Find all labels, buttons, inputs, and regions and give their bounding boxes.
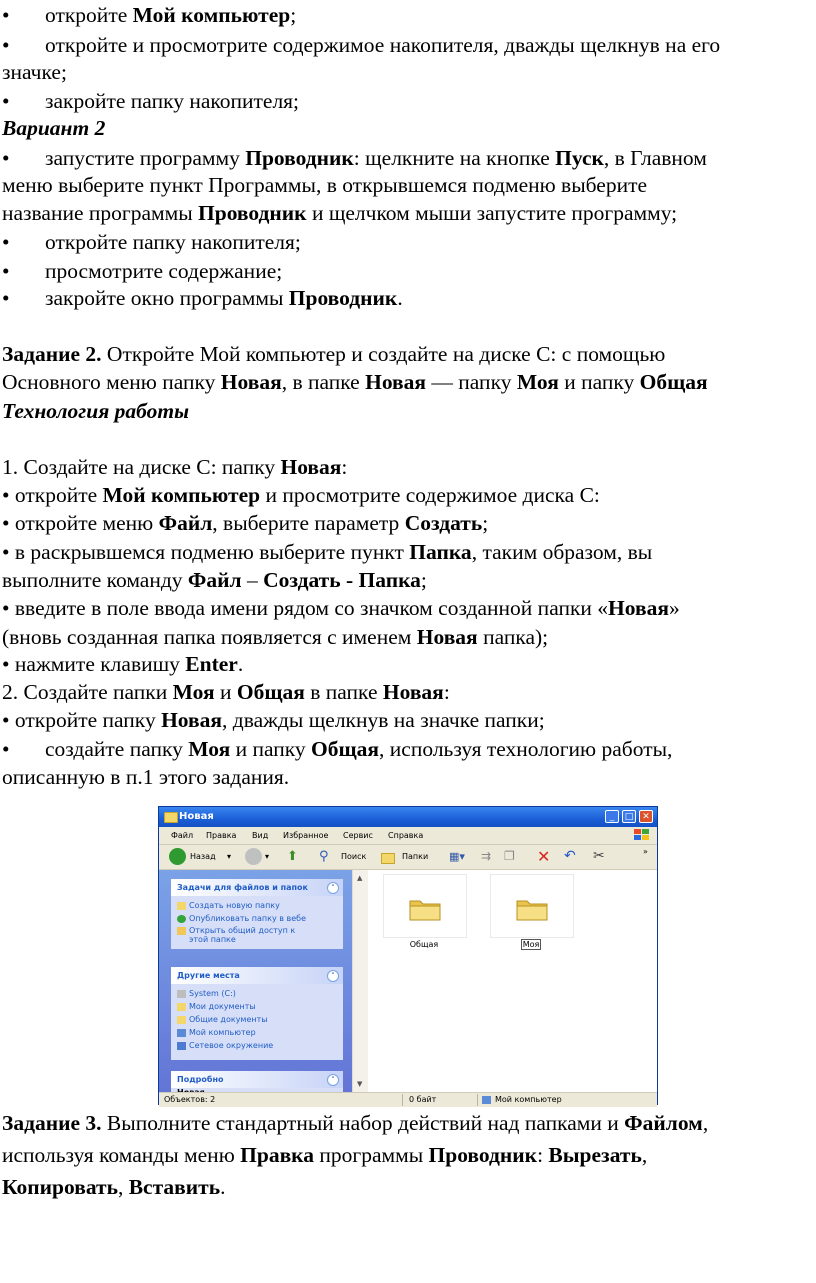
windows-logo-icon — [631, 828, 653, 842]
folders-button[interactable]: Папки — [402, 852, 429, 861]
collapse-icon[interactable]: ˄ — [327, 1074, 339, 1086]
views-icon[interactable]: ▦▾ — [449, 850, 465, 863]
title-bar — [159, 807, 657, 827]
up-folder-icon[interactable]: ⬆ — [287, 849, 298, 864]
new-folder-icon — [177, 902, 186, 910]
delete-icon[interactable]: ✕ — [537, 847, 551, 866]
task-link[interactable]: Открыть общий доступ к — [189, 926, 296, 935]
numbered-line: 1. Создайте на диске С: папку Новая: — [2, 455, 348, 479]
bullet-line: • откройте Мой компьютер; — [2, 3, 297, 27]
text-line: выполните команду Файл – Создать - Папка; — [2, 568, 427, 592]
task-link[interactable]: Опубликовать папку в вебе — [189, 914, 306, 923]
explorer-window — [158, 806, 658, 1105]
status-divider — [477, 1094, 478, 1106]
bullet-line: • откройте и просмотрите содержимое накопителя, дважды щелкнув на его — [2, 33, 721, 57]
places-panel — [171, 967, 343, 1060]
maximize-button[interactable]: □ — [622, 810, 636, 823]
bullet-line: • закройте папку накопителя; — [2, 89, 300, 113]
menu-help[interactable]: Справка — [388, 831, 424, 840]
folder-label: Моя — [522, 940, 540, 949]
bullet-line: • нажмите клавишу Enter. — [2, 652, 244, 676]
globe-icon — [177, 915, 186, 923]
bullet-line: • откройте папку накопителя; — [2, 230, 301, 254]
bullet-line: • создайте папку Моя и папку Общая, используя технологию работы, — [2, 737, 673, 761]
text-line: значке; — [2, 60, 67, 84]
documents-icon — [177, 1003, 186, 1011]
text-line: меню выберите пункт Программы, в открывшемся подменю выберите — [2, 173, 648, 197]
task-heading: Задание 2. Откройте Мой компьютер и создайте на диске С: с помощью — [2, 342, 666, 366]
scroll-down-icon[interactable]: ▼ — [357, 1080, 363, 1088]
folder-content-area — [368, 870, 657, 1092]
chevron-down-icon[interactable]: ▾ — [265, 852, 270, 861]
chevron-down-icon[interactable]: ▾ — [227, 852, 232, 861]
drive-icon — [177, 990, 186, 998]
places-panel-header[interactable]: Другие места ˄ — [171, 967, 343, 984]
folder-icon — [516, 897, 548, 921]
place-link[interactable]: Сетевое окружение — [189, 1041, 274, 1050]
shared-documents-icon — [177, 1016, 186, 1024]
search-icon[interactable]: ⚲ — [319, 849, 329, 864]
text-line: Основного меню папку Новая, в папке Новая — папку Моя и папку Общая — [2, 370, 708, 394]
forward-arrow-icon[interactable] — [245, 848, 262, 865]
folders-icon — [381, 853, 395, 864]
menu-favorites[interactable]: Избранное — [283, 831, 329, 840]
task-link[interactable]: Создать новую папку — [189, 901, 280, 910]
bullet-line: • запустите программу Проводник: щелкните на кнопке Пуск, в Главном — [2, 146, 707, 170]
menu-view[interactable]: Вид — [252, 831, 269, 840]
folder-label: Общая — [409, 940, 439, 949]
back-button[interactable]: Назад — [190, 852, 216, 861]
more-chevron-icon[interactable]: » — [643, 847, 648, 856]
bullet-line: • откройте Мой компьютер и просмотрите содержимое диска С: — [2, 483, 600, 507]
variant-heading: Вариант 2 — [2, 116, 106, 140]
computer-icon — [482, 1096, 491, 1104]
copy-to-icon[interactable]: ❐ — [504, 849, 515, 863]
search-button[interactable]: Поиск — [341, 852, 367, 861]
status-bar — [159, 1092, 657, 1107]
task-link-continued[interactable]: этой папке — [189, 935, 236, 944]
folder-icon — [409, 897, 441, 921]
task-pane — [159, 870, 352, 1092]
minimize-button[interactable]: _ — [605, 810, 619, 823]
share-folder-icon — [177, 927, 186, 935]
text-line: описанную в п.1 этого задания. — [2, 765, 290, 789]
menu-bar — [159, 827, 657, 845]
details-panel — [171, 1071, 343, 1092]
status-location: Мой компьютер — [495, 1095, 562, 1104]
tasks-panel-header[interactable]: Задачи для файлов и папок ˄ — [171, 879, 343, 896]
bullet-line: • в раскрывшемся подменю выберите пункт Папка, таким образом, вы — [2, 540, 653, 564]
menu-edit[interactable]: Правка — [206, 831, 237, 840]
text-line: используя команды меню Правка программы Проводник: Вырезать, — [2, 1143, 648, 1167]
place-link[interactable]: Мой компьютер — [189, 1028, 256, 1037]
section-heading: Технология работы — [2, 399, 189, 423]
toolbar — [159, 845, 657, 870]
menu-file[interactable]: Файл — [171, 831, 194, 840]
place-link[interactable]: Мои документы — [189, 1002, 256, 1011]
bullet-line: • откройте папку Новая, дважды щелкнув на значке папки; — [2, 708, 545, 732]
folder-item-moya[interactable] — [490, 874, 574, 938]
network-icon — [177, 1042, 186, 1050]
close-button[interactable]: ✕ — [639, 810, 653, 823]
folder-item-obshchaya[interactable] — [383, 874, 467, 938]
text-line: (вновь созданная папка появляется с именем Новая папка); — [2, 625, 549, 649]
place-link[interactable]: System (C:) — [189, 989, 236, 998]
task-heading: Задание 3. Выполните стандартный набор действий над папками и Файлом, — [2, 1111, 709, 1135]
text-line: Копировать, Вставить. — [2, 1175, 226, 1199]
move-to-icon[interactable]: ⇉ — [481, 849, 492, 863]
scroll-up-icon[interactable]: ▲ — [357, 874, 363, 882]
undo-icon[interactable]: ↶ — [564, 848, 576, 864]
numbered-line: 2. Создайте папки Моя и Общая в папке Новая: — [2, 680, 450, 704]
bullet-line: • введите в поле ввода имени рядом со значком созданной папки «Новая» — [2, 596, 680, 620]
computer-icon — [177, 1029, 186, 1037]
folder-icon — [164, 812, 178, 823]
details-panel-header[interactable]: Подробно ˄ — [171, 1071, 343, 1088]
tasks-panel — [171, 879, 343, 949]
place-link[interactable]: Общие документы — [189, 1015, 268, 1024]
bullet-line: • просмотрите содержание; — [2, 259, 283, 283]
text-line: название программы Проводник и щелчком мыши запустите программу; — [2, 201, 678, 225]
status-objects: Объектов: 2 — [164, 1095, 216, 1104]
collapse-icon[interactable]: ˄ — [327, 882, 339, 894]
cut-icon[interactable]: ✂ — [593, 848, 605, 864]
status-size: 0 байт — [409, 1095, 437, 1104]
status-divider — [402, 1094, 403, 1106]
collapse-icon[interactable]: ˄ — [327, 970, 339, 982]
window-title: Новая — [179, 811, 214, 822]
back-arrow-icon[interactable] — [169, 848, 186, 865]
menu-tools[interactable]: Сервис — [343, 831, 373, 840]
task-pane-scrollbar[interactable] — [352, 870, 369, 1092]
bullet-line: • откройте меню Файл, выберите параметр Создать; — [2, 511, 489, 535]
bullet-line: • закройте окно программы Проводник. — [2, 286, 403, 310]
